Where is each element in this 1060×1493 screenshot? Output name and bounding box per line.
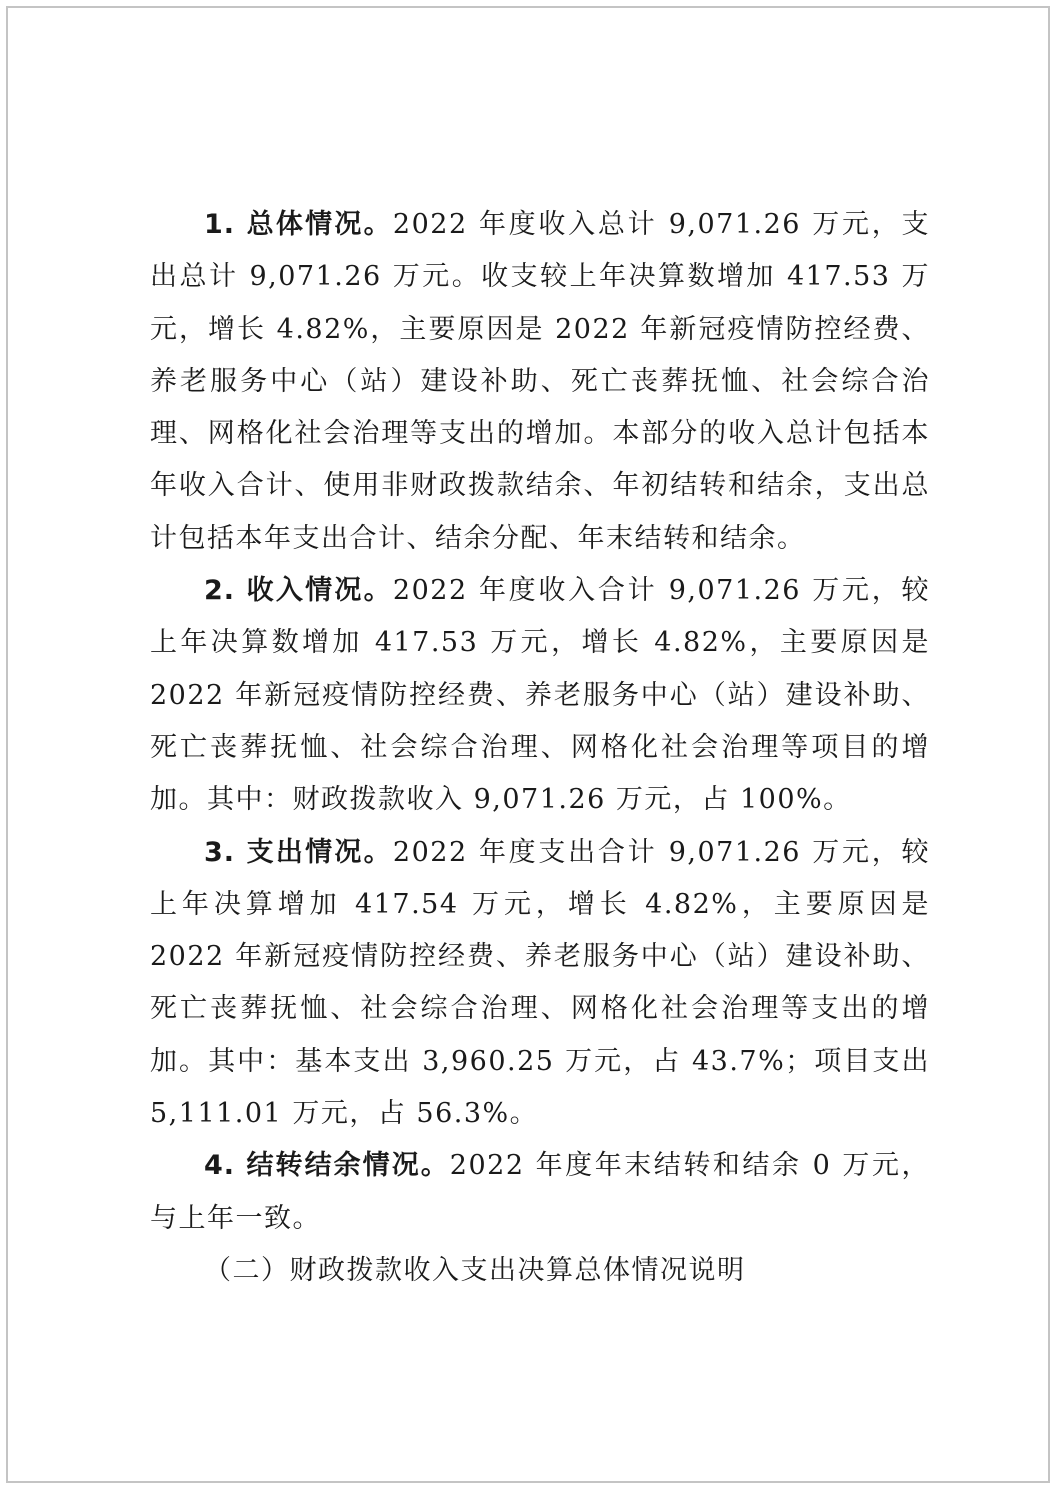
paragraph-overall xyxy=(150,199,930,565)
paragraph-heading: 4. 结转结余情况。 xyxy=(204,1150,450,1182)
paragraph-text: 2022 年度支出合计 9,071.26 万元，较上年决算增加 417.54 万元，增长 4.82%，主要原因是 2022 年新冠疫情防控经费、养老服务中心（站）建设补助、死亡丧葬抚恤、社会综合治理、网格化社会治理等支出的增加。其中：基本支出 3,960.25 万元，占 43.7%；项目支出 5,111.01 万元，占 56.3%。 xyxy=(150,836,930,1130)
paragraph-carryover xyxy=(150,1140,930,1245)
paragraph-heading: 3. 支出情况。 xyxy=(204,836,393,868)
section-title: （二）财政拨款收入支出决算总体情况说明 xyxy=(204,1254,746,1286)
paragraph-text: 2022 年度收入合计 9,071.26 万元，较上年决算数增加 417.53 万元，增长 4.82%，主要原因是 2022 年新冠疫情防控经费、养老服务中心（站）建设补助、死亡丧葬抚恤、社会综合治理、网格化社会治理等项目的增加。其中：财政拨款收入 9,071.26 万元，占 100%。 xyxy=(150,575,930,816)
document-page xyxy=(6,6,1050,1483)
paragraph-text: 2022 年度年末结转和结余 0 万元，与上年一致。 xyxy=(150,1150,930,1234)
document-body xyxy=(150,199,930,1297)
paragraph-expenditure xyxy=(150,827,930,1141)
paragraph-income xyxy=(150,565,930,826)
paragraph-heading: 1. 总体情况。 xyxy=(204,209,393,240)
paragraph-text: 2022 年度收入总计 9,071.26 万元，支出总计 9,071.26 万元。收支较上年决算数增加 417.53 万元，增长 4.82%，主要原因是 2022 年新冠疫情防控经费、养老服务中心（站）建设补助、死亡丧葬抚恤、社会综合治理、网格化社会治理等支出的增加。本部分的收入总计包括本年收入合计、使用非财政拨款结余、年初结转和结余，支出总计包括本年支出合计、结余分配、年末结转和结余。 xyxy=(150,209,930,554)
paragraph-heading: 2. 收入情况。 xyxy=(204,575,393,607)
